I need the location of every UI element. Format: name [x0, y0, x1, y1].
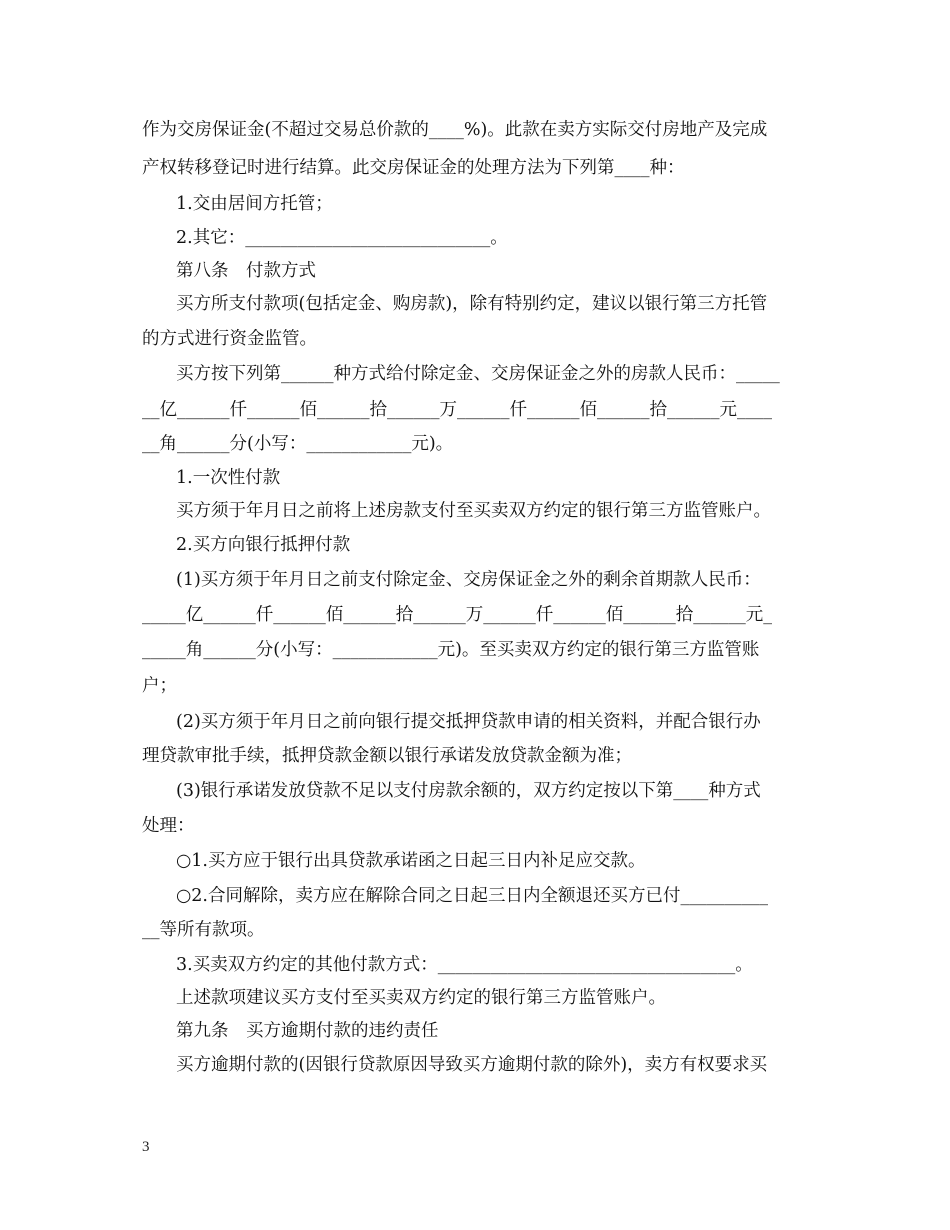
- paragraph-line: 上述款项建议买方支付至买卖双方约定的银行第三方监管账户。: [176, 988, 666, 1008]
- list-item: 2.买方向银行抵押付款: [176, 535, 351, 555]
- paragraph-line: 产权转移登记时进行结算。此交房保证金的处理方法为下列第____种：: [142, 158, 685, 178]
- paragraph-line: _____亿______仟______佰______拾______万______仟______佰______拾______元_: [142, 605, 772, 625]
- paragraph-line: __等所有款项。: [142, 920, 265, 940]
- list-item: ○2.合同解除，卖方应在解除合同之日起三日内全额退还买方已付__________: [176, 886, 768, 906]
- paragraph-line: (2)买方须于年月日之前向银行提交抵押贷款申请的相关资料，并配合银行办: [176, 712, 761, 732]
- list-item: ○1.买方应于银行出具贷款承诺函之日起三日内补足应交款。: [176, 851, 646, 871]
- page-number: 3: [142, 1139, 150, 1155]
- paragraph-line: __亿______仟______佰______拾______万______仟______佰______拾______元____: [142, 400, 772, 420]
- list-item: 1.交由居间方托管；: [176, 194, 333, 214]
- paragraph-line: 买方按下列第______种方式给付除定金、交房保证金之外的房款人民币：_____: [176, 364, 780, 384]
- paragraph-line: __角______分(小写：____________元)。: [142, 434, 454, 454]
- paragraph-line: 作为交房保证金(不超过交易总价款的____%)。此款在卖方实际交付房地产及完成: [142, 120, 768, 140]
- paragraph-line: 处理：: [142, 816, 195, 836]
- paragraph-line: 买方须于年月日之前将上述房款支付至买卖双方约定的银行第三方监管账户。: [176, 501, 771, 521]
- paragraph-line: 买方逾期付款的(因银行贷款原因导致买方逾期付款的除外)，卖方有权要求买: [176, 1055, 768, 1075]
- list-item: 3.买卖双方约定的其他付款方式：__________________________________。: [176, 955, 753, 975]
- section-heading: 第九条 买方逾期付款的违约责任: [176, 1021, 439, 1041]
- section-heading: 第八条 付款方式: [176, 261, 316, 281]
- paragraph-line: (3)银行承诺发放贷款不足以支付房款余额的，双方约定按以下第____种方式: [176, 781, 761, 801]
- paragraph-line: _____角______分(小写：____________元)。至买卖双方约定的银行第三方监管账: [142, 640, 760, 660]
- paragraph-line: 理贷款审批手续，抵押贷款金额以银行承诺发放贷款金额为准；: [142, 746, 632, 766]
- paragraph-line: (1)买方须于年月日之前支付除定金、交房保证金之外的剩余首期款人民币：: [176, 570, 761, 590]
- list-item: 1.一次性付款: [176, 468, 281, 488]
- list-item: 2.其它：____________________________。: [176, 228, 508, 248]
- paragraph-line: 户；: [142, 676, 177, 696]
- paragraph-line: 的方式进行资金监管。: [142, 329, 317, 349]
- paragraph-line: 买方所支付款项(包括定金、购房款)，除有特别约定，建议以银行第三方托管: [176, 294, 768, 314]
